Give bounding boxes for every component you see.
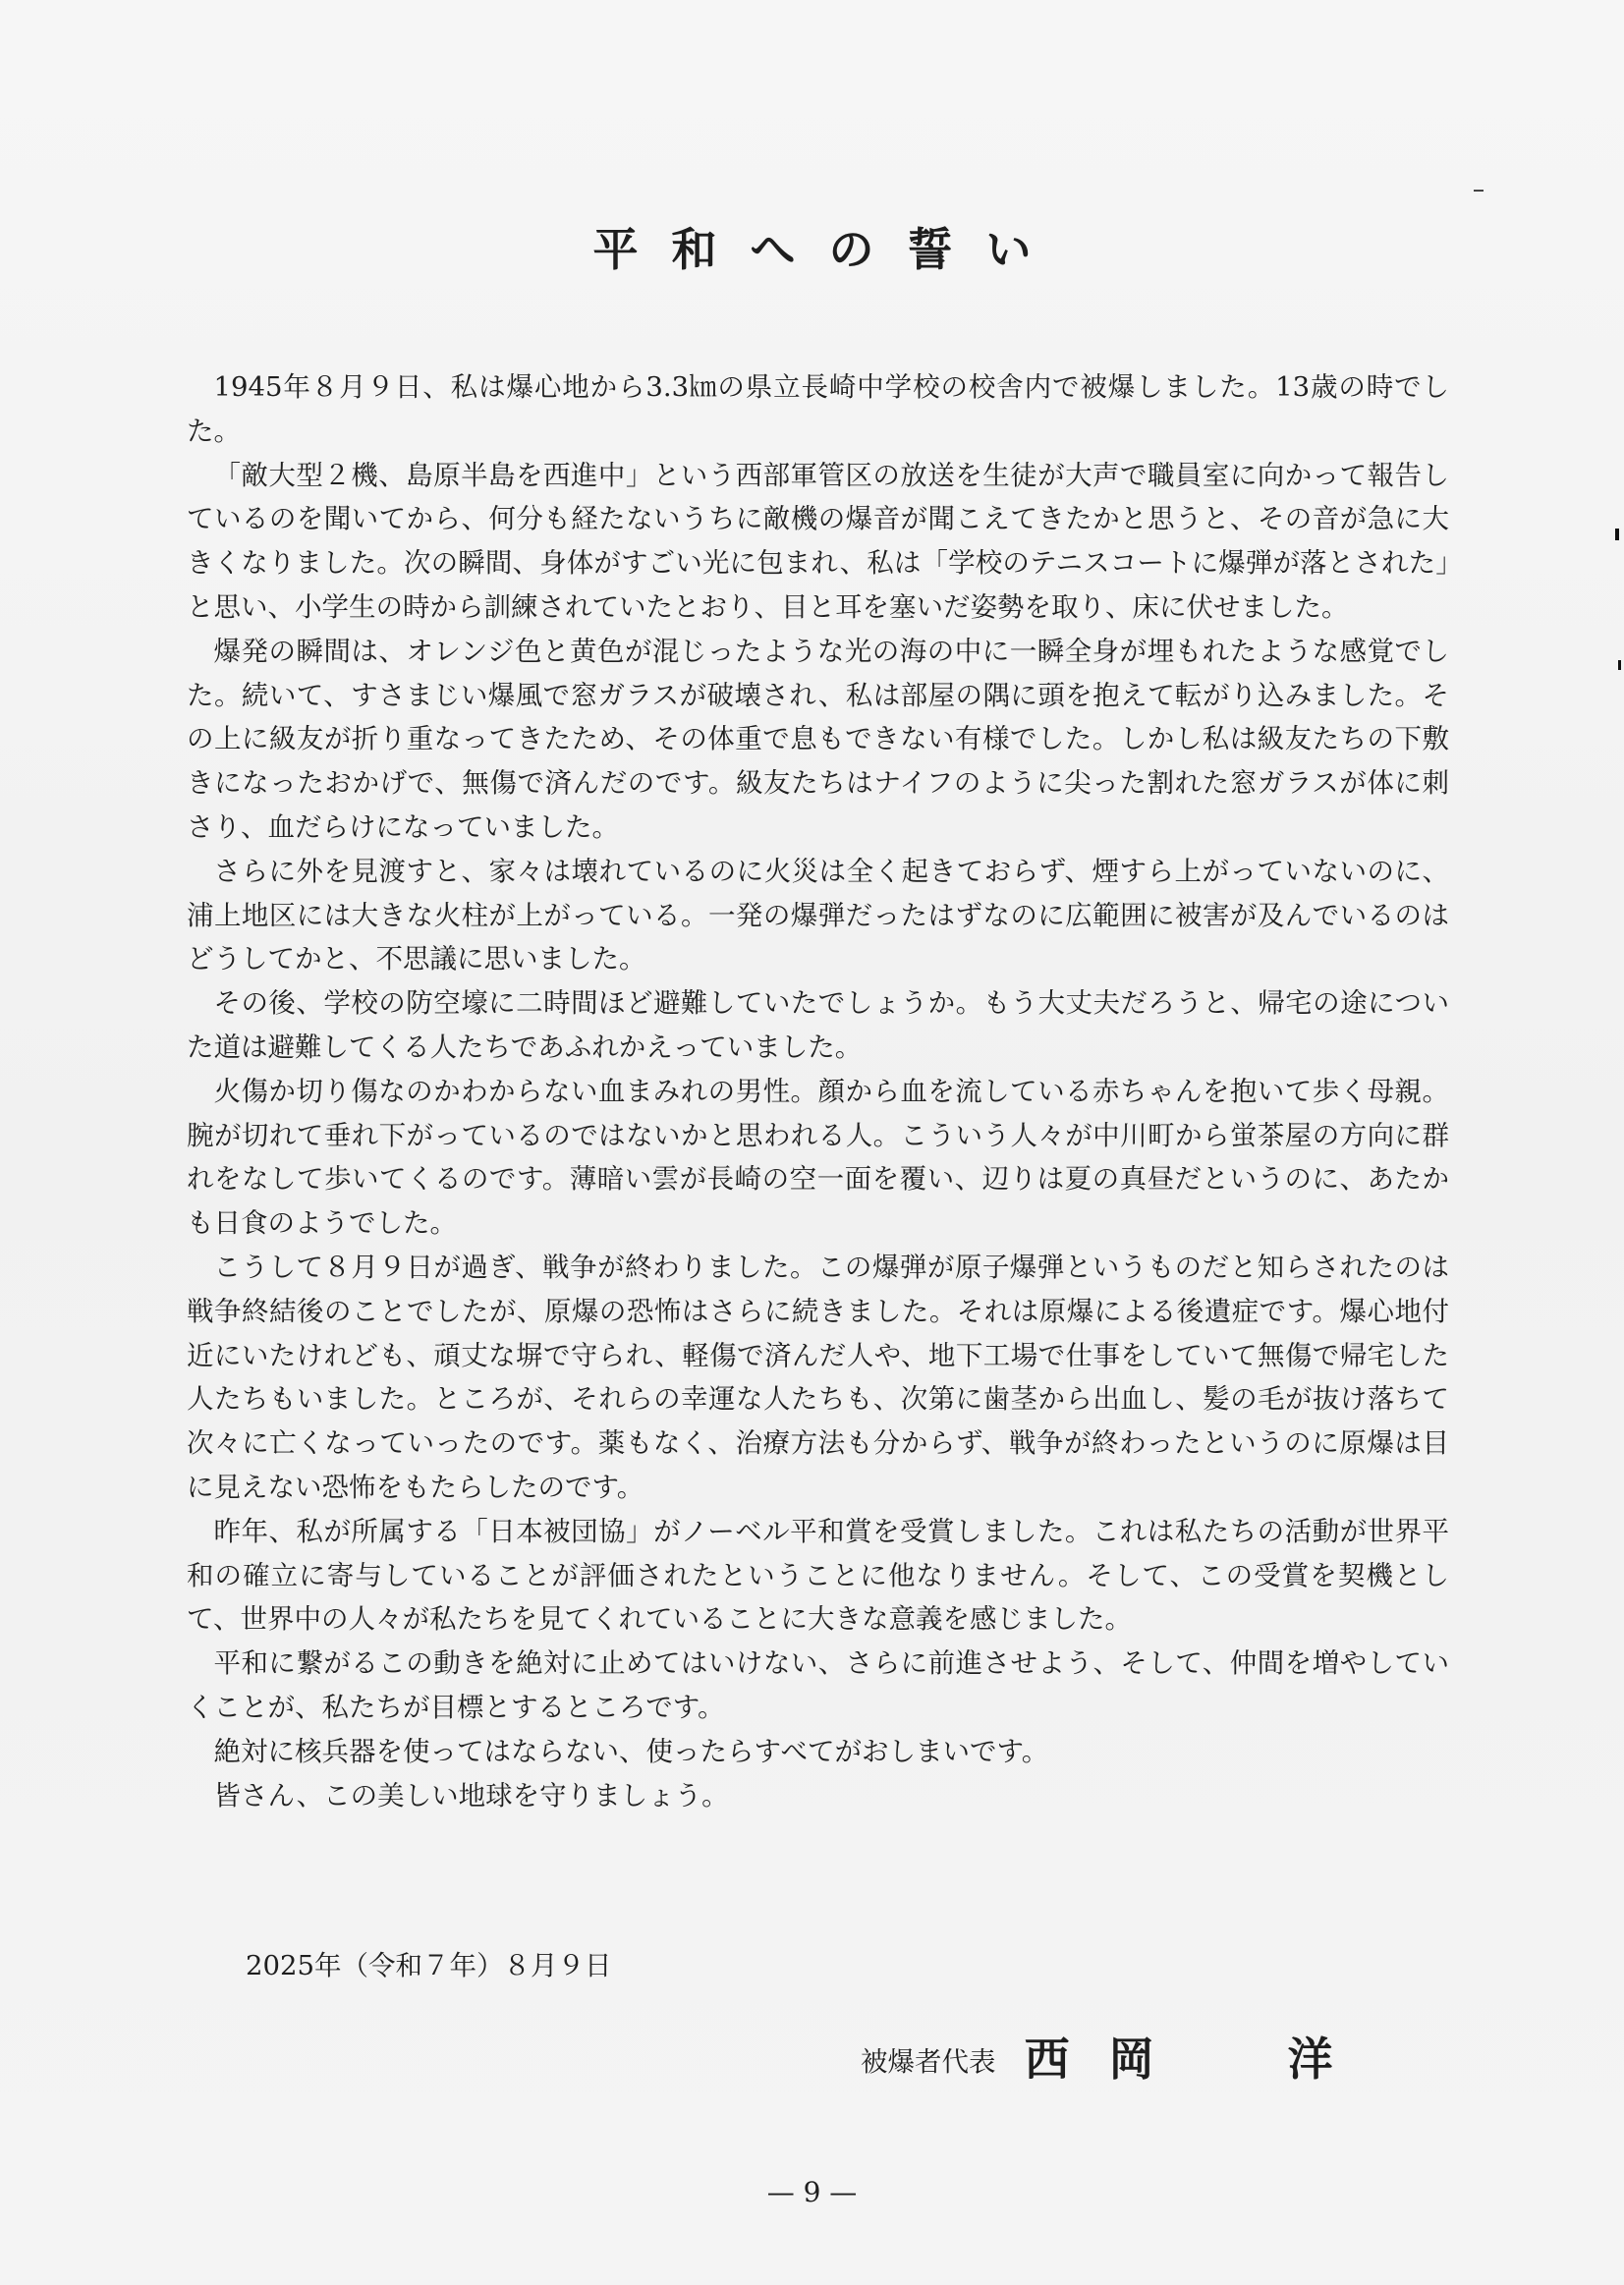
paragraph: 1945年８月９日、私は爆心地から3.3㎞の県立長崎中学校の校舎内で被爆しました。13歳の時でした。 [187,371,1449,447]
paragraph: 昨年、私が所属する「日本被団協」がノーベル平和賞を受賞しました。これは私たちの活動が世界平和の確立に寄与していることが評価されたということに他なりません。そして、この受賞を契機として、世界中の人々が私たちを見てくれていることに大きな意義を感じました。 [187,1515,1449,1636]
document-body [187,365,1449,1817]
document-title: 平和への誓い [592,223,1065,276]
signature-label: 被爆者代表 [861,2046,996,2078]
signature-surname: 西岡 [1024,2033,1194,2086]
scan-mark [1618,660,1621,670]
paragraph: 「敵大型２機、島原半島を西進中」という西部軍管区の放送を生徒が大声で職員室に向かって報告しているのを聞いてから、何分も経たないうちに敵機の爆音が聞こえてきたかと思うと、その音が急に大きくなりました。次の瞬間、身体がすごい光に包まれ、私は「学校のテニスコートに爆弾が落とされた」と思い、小学生の時から訓練されていたとおり、目と耳を塞いだ姿勢を取り、床に伏せました。 [187,459,1449,623]
paragraph: 平和に繋がるこの動きを絶対に止めてはいけない、さらに前進させよう、そして、仲間を増やしていくことが、私たちが目標とするところです。 [187,1647,1449,1723]
signature-given-name: 洋 [1287,2033,1333,2086]
signature-name [1025,2033,1333,2086]
signature-block [861,2024,1333,2089]
scan-mark [1474,190,1484,192]
document-date: 2025年（令和７年）８月９日 [246,1950,612,1981]
paragraph: さらに外を見渡すと、家々は壊れているのに火災は全く起きておらず、煙すら上がっていないのに、浦上地区には大きな火柱が上がっている。一発の爆弾だったはずなのに広範囲に被害が及んでいるのはどうしてかと、不思議に思いました。 [187,855,1449,975]
scan-mark [1615,529,1619,540]
page-number: — 9 — [766,2176,858,2208]
paragraph: 火傷か切り傷なのかわからない血まみれの男性。顔から血を流している赤ちゃんを抱いて歩く母親。腕が切れて垂れ下がっているのではないかと思われる人。こういう人々が中川町から蛍茶屋の方向に群れをなして歩いてくるのです。薄暗い雲が長崎の空一面を覆い、辺りは夏の真昼だというのに、あたかも日食のようでした。 [187,1075,1449,1240]
paragraph: 絶対に核兵器を使ってはならない、使ったらすべてがおしまいです。 [213,1735,1049,1767]
paragraph: こうして８月９日が過ぎ、戦争が終わりました。この爆弾が原子爆弾というものだと知らされたのは戦争終結後のことでしたが、原爆の恐怖はさらに続きました。それは原爆による後遺症です。爆心地付近にいたけれども、頑丈な塀で守られ、軽傷で済んだ人や、地下工場で仕事をしていて無傷で帰宅した人たちもいました。ところが、それらの幸運な人たちも、次第に歯茎から出血し、髪の毛が抜け落ちて次々に亡くなっていったのです。薬もなく、治療方法も分からず、戦争が終わったというのに原爆は目に見えない恐怖をもたらしたのです。 [187,1251,1449,1503]
paragraph: 皆さん、この美しい地球を守りましょう。 [213,1779,729,1811]
paragraph: その後、学校の防空壕に二時間ほど避難していたでしょうか。もう大丈夫だろうと、帰宅の途についた道は避難してくる人たちであふれかえっていました。 [187,987,1449,1063]
paragraph: 爆発の瞬間は、オレンジ色と黄色が混じったような光の海の中に一瞬全身が埋もれたような感覚でした。続いて、すさまじい爆風で窓ガラスが破壊され、私は部屋の隅に頭を抱えて転がり込みました。その上に級友が折り重なってきたため、その体重で息もできない有様でした。しかし私は級友たちの下敷きになったおかげで、無傷で済んだのです。級友たちはナイフのように尖った割れた窓ガラスが体に刺さり、血だらけになっていました。 [187,635,1449,843]
